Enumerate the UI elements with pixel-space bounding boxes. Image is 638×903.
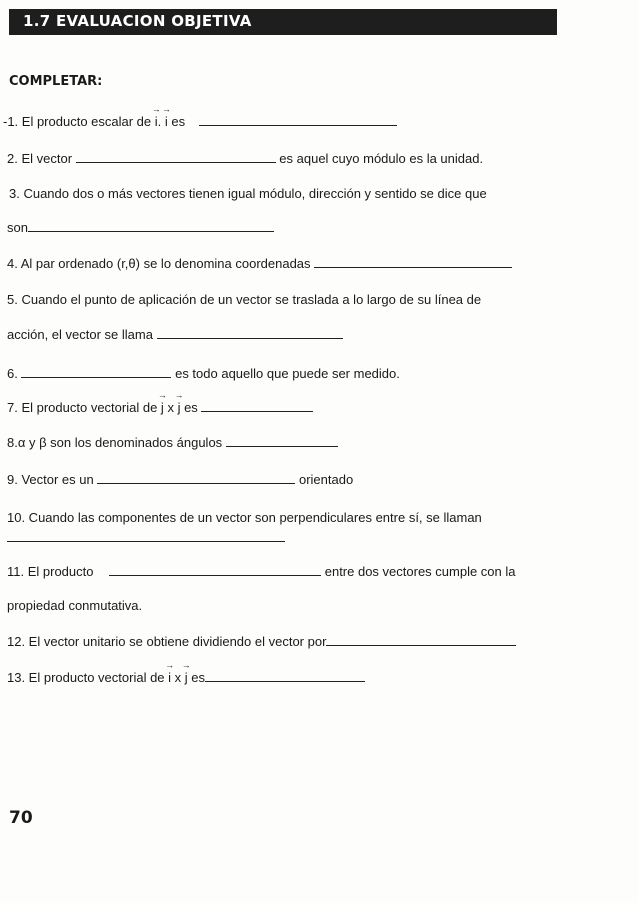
question-13: 13. El producto vectorial de → i x → j es [7,670,365,686]
question-3-line-1: 3. Cuando dos o más vectores tienen igual módulo, dirección y sentido se dice que [9,186,487,201]
question-11: 11. El producto entre dos vectores cumple con la [7,564,516,579]
answer-blank[interactable] [226,435,338,447]
question-10-blank-line [7,530,285,546]
question-9: 9. Vector es un orientado [7,472,354,487]
header-bar [9,9,557,35]
question-8: 8.α y β son los denominados ángulos [7,435,338,451]
unit-vector-j: → j [178,400,181,416]
answer-blank[interactable] [199,114,397,126]
question-4: 4. Al par ordenado (r,θ) se lo denomina coordenadas [7,256,512,272]
unit-vector-j: → j [185,670,188,686]
question-1: -1. El producto escalar de → i. → i es [3,114,397,130]
answer-blank[interactable] [157,327,343,339]
question-6: 6. es todo aquello que puede ser medido. [7,366,400,381]
question-11-line-2: propiedad conmutativa. [7,598,143,613]
answer-blank[interactable] [7,530,285,542]
unit-vector-i: → i [155,114,158,130]
question-5-line-1: 5. Cuando el punto de aplicación de un vector se traslada a lo largo de su línea de [7,292,482,307]
question-12: 12. El vector unitario se obtiene dividiendo el vector por [7,634,516,650]
unit-vector-i: → i [165,114,168,130]
answer-blank[interactable] [109,564,321,576]
question-5-line-2: acción, el vector se llama [7,327,343,343]
answer-blank[interactable] [314,256,512,268]
answer-blank[interactable] [28,220,274,232]
answer-blank[interactable] [326,634,516,646]
question-3-line-2: son [7,220,274,236]
page-number: 70 [9,808,33,828]
unit-vector-j: → j [161,400,164,416]
question-2: 2. El vector es aquel cuyo módulo es la unidad. [7,151,484,166]
section-title: COMPLETAR: [9,74,103,89]
question-10: 10. Cuando las componentes de un vector son perpendiculares entre sí, se llaman [7,510,482,525]
header-title: 1.7 EVALUACION OBJETIVA [23,12,252,30]
answer-blank[interactable] [76,151,276,163]
unit-vector-i: → i [168,670,171,686]
answer-blank[interactable] [201,400,313,412]
answer-blank[interactable] [21,366,171,378]
answer-blank[interactable] [97,472,295,484]
answer-blank[interactable] [205,670,365,682]
question-7: 7. El producto vectorial de → j x → j es [7,400,313,416]
